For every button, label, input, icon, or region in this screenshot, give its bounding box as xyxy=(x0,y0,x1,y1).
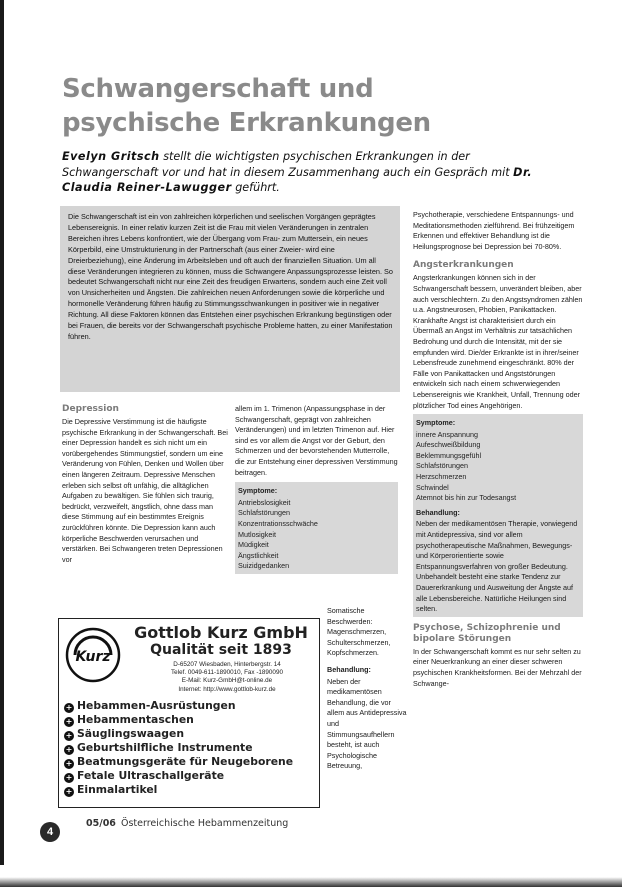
address: D-65207 Wiesbaden, Hinterbergstr. 14 xyxy=(173,661,281,668)
depression-column xyxy=(62,404,230,565)
symptom-item: Beklemmungsgefühl xyxy=(416,450,482,460)
anxiety-symptoms-list xyxy=(416,430,580,504)
svg-text:Kurz: Kurz xyxy=(75,649,111,665)
symptom-item: Aufeschweißbildung xyxy=(416,440,481,450)
plus-icon: + xyxy=(65,773,73,782)
product-item: + Beatmungsgeräte für Neugeborene xyxy=(65,755,294,768)
symptom-item: Suizidgedanken xyxy=(238,561,290,571)
company-name: Gottlob Kurz GmbH xyxy=(134,623,308,642)
treatment-column xyxy=(327,606,407,772)
page-edge-bottom xyxy=(0,865,622,887)
psychosis-text: In der Schwangerschaft kommt es nur sehr selten zu einer Neuerkrankung an einer dieser schweren psychischen Krankheitsformen. Bei der Mehrzahl der Schwange- xyxy=(413,646,582,688)
symptom-item: Schlafstörungen xyxy=(416,461,468,471)
plus-icon: + xyxy=(65,759,73,768)
company-tagline: Qualität seit 1893 xyxy=(150,642,292,658)
lead-text-2: geführt. xyxy=(231,181,280,194)
depression-heading: Depression xyxy=(62,404,119,414)
symptom-item: Schlafstörungen xyxy=(238,508,290,518)
product-item: + Geburtshilfliche Instrumente xyxy=(65,741,253,754)
title-line-1: Schwangerschaft und xyxy=(62,74,374,104)
anxiety-symptoms-heading: Symptome: xyxy=(416,418,456,428)
anxiety-treatment-text: Neben der medikamentösen Therapie, vorwiegend mit Antidepressiva, sind vor allem psychotherapeutische Maßnahmen, Bewegungs- und Körperorientierte sowie Entspannungsverfahren von großer Bedeutung. Unbehandelt besteht eine starke Tendenz zur Dauererkrankung und Ausweitung der Ängste auf alle Lebensbereiche. Natürliche Heilungen sind selten. xyxy=(416,519,578,614)
page-number: 4 xyxy=(40,822,60,842)
anxiety-treatment-heading: Behandlung: xyxy=(416,507,460,517)
magazine-name: Österreichische Hebammenzeitung xyxy=(121,818,289,829)
symptom-item: Konzentrationsschwäche xyxy=(238,518,318,528)
symptom-item: Atemnot bis hin zur Todesangst xyxy=(416,493,517,503)
intro-text: Die Schwangerschaft ist ein von zahlreichen körperlichen und seelischen Vorgängen geprägtes Lebensereignis. In einer relativ kurzen Zeit ist die Frau mit vielen Veränderungen in zentralen Bereichen ihres Lebens konfrontiert, wie der Übergang vom Frau- zum Muttersein, ein neues Körperbild, eine Umstrukturierung in der Partnerschaft (aus einer Zweier- wird eine Dreierbeziehung), eine Änderung im Arbeitsleben und oft auch der finanziellen Situation. Um all diese Veränderungen integrieren zu können, muss die Schwangere Anpassungsprozesse leisten. So bedeutet Schwangerschaft nicht nur eine Zeit des freudigen Erwartens, sondern auch eine Zeit voll von Unsicherheiten und Ängsten. Die zahlreichen neuen Anforderungen sowie die körperliche und hormonelle Veränderung führen häufig zu Stimmungsschwankungen in positiver wie in negativer Richtung. All diese Faktoren können das Entstehen einer psychischen Erkrankung begünstigen oder bei Frauen, die bereits vor der Schwangerschaft psychische Probleme hatten, zu einer Manifestation führen. xyxy=(68,212,393,341)
somatic-box xyxy=(327,606,407,659)
email: E-Mail: Kurz-GmbH@t-online.de xyxy=(181,677,273,685)
title-line-2: psychische Erkrankungen xyxy=(62,108,431,138)
therapy-text: Psychotherapie, verschiedene Entspannungs- und Meditationsmethoden zielführend. Bei frühzeitigem Erkennen und effektiver Behandlung ist die Heilungsprognose bei Depression bei 70-80%. xyxy=(413,210,575,251)
depression-continued-column xyxy=(235,404,398,574)
intro-box xyxy=(60,206,400,392)
depression-continued-text: allem im 1. Trimenon (Anpassungsphase in der Schwangerschaft, geprägt von zahlreichen Veränderungen) und im letzten Trimenon auf. Hier sind es vor allem die Angst vor der Geburt, den Schmerzen und der bevorstehenden Mutterrolle, die zur Entstehung einer depressiven Verstimmung beitragen. xyxy=(235,404,398,477)
depression-text: Die Depressive Verstimmung ist die häufigste psychische Erkrankung in der Schwangerschaft. Bei einer Depression handelt es sich nicht um ein vorübergehendes Stimmungstief, sondern um eine Veränderung von Fühlen, Denken und Wollen über einen längeren Zeitraum. Depressive Menschen erleben sich selbst oft unfähig, die alltäglichen Aufgaben zu bewältigen. Sie fühlen sich traurig, bedrückt, verzweifelt, ängstlich, ohne dass man diese Stimmung auf ein bestimmtes Ereignis zurückführen könnte. Die Depression kann auch körperliche Beschwerden verursachen und verstärken. Bei Schwangeren treten Depressionen vor xyxy=(62,417,228,564)
plus-icon: + xyxy=(65,731,73,740)
issue-number: 05/06 xyxy=(86,818,116,829)
anxiety-column xyxy=(413,210,583,689)
company-contact xyxy=(139,661,315,694)
author-name: Evelyn Gritsch xyxy=(62,150,160,163)
psychosis-heading: Psychose, Schizophrenie und bipolare Störungen xyxy=(413,622,561,644)
company-logo xyxy=(65,627,121,683)
symptoms-heading: Symptome: xyxy=(238,486,278,496)
symptom-item: innere Anspannung xyxy=(416,429,478,439)
plus-icon: + xyxy=(65,703,73,712)
anxiety-text: Angsterkrankungen können sich in der Schwangerschaft bessern, unverändert bleiben, aber auch verschlechtern. Zu den Angstsyndromen zählen u.a. Angstneurosen, Phobien, Panikattacken. Krankhafte Angst ist charakterisiert durch ein Übermaß an Angst im Verhältnis zur tatsächlichen Bedrohung und durch die Intensität, mit der sie empfunden wird. Die/der Erkrankte ist in ihrer/seiner Lebensfreude zunehmend eingeschränkt. 80% der Fälle von Panikattacken und Angststörungen entwickeln sich nach einem schwerwiegenden Lebensereignis wie Krankheit, Unfall, Trennung oder plötzlicher Tod eines Angehörigen. xyxy=(413,273,583,410)
anxiety-heading: Angsterkrankungen xyxy=(413,260,514,271)
symptom-item: Mutlosigkeit xyxy=(238,529,276,539)
product-list xyxy=(64,699,293,797)
symptoms-list xyxy=(238,498,395,572)
page-edge xyxy=(0,0,4,887)
article-title xyxy=(62,72,482,140)
product-item: + Hebammentaschen xyxy=(65,713,194,726)
symptom-item: Antriebslosigkeit xyxy=(238,497,291,507)
phone-fax: Telef. 0049-611-1890010, Fax -1890090 xyxy=(171,669,283,677)
lead-paragraph xyxy=(62,149,562,196)
symptom-item: Ängstlichkeit xyxy=(238,550,279,560)
advertisement xyxy=(58,618,320,808)
symptom-item: Schwindel xyxy=(416,482,449,492)
somatic-text: Somatische Beschwerden: Magenschmerzen, Schulterschmerzen, Kopfschmerzen. xyxy=(327,606,391,658)
product-item: + Fetale Ultraschallgeräte xyxy=(65,769,225,782)
product-item: + Einmalartikel xyxy=(65,783,158,796)
treatment-heading: Behandlung: xyxy=(327,664,371,674)
product-item: + Hebammen-Ausrüstungen xyxy=(65,699,236,712)
treatment-text: Neben der medikamentösen Behandlung, die vor allem aus Antidepressiva und Stimmungsaufhellern besteht, ist auch Psychologische Betreuung, xyxy=(327,676,407,771)
interviewee-name: Dr. Claudia Reiner-Lawugger xyxy=(62,165,533,194)
plus-icon: + xyxy=(65,787,73,796)
website: Internet: http://www.gottlob-kurz.de xyxy=(178,685,276,693)
product-item: + Säuglingswaagen xyxy=(65,727,185,740)
symptom-item: Herzschmerzen xyxy=(416,472,467,482)
symptoms-box xyxy=(235,482,398,574)
plus-icon: + xyxy=(65,745,73,754)
plus-icon: + xyxy=(65,717,73,726)
lead-text-1: stellt die wichtigsten psychischen Erkrankungen in der Schwangerschaft vor und hat in diesem Zusammenhang auch ein Gespräch mit xyxy=(62,150,514,179)
anxiety-symptoms-box xyxy=(413,414,583,617)
symptom-item: Müdigkeit xyxy=(238,540,269,550)
